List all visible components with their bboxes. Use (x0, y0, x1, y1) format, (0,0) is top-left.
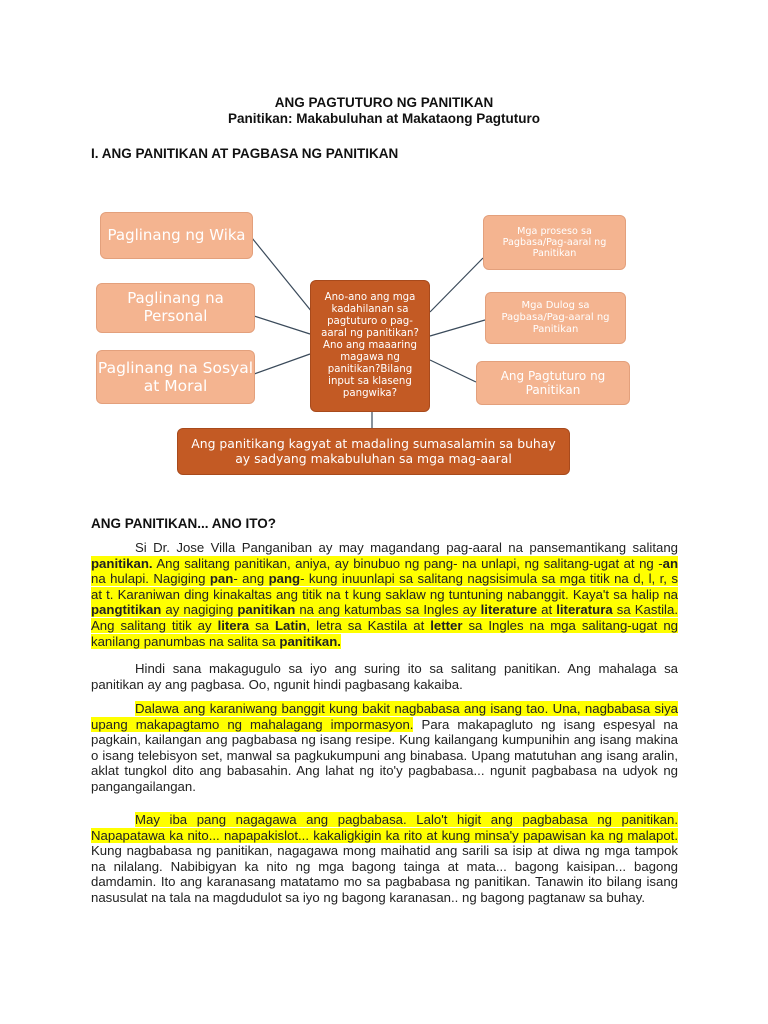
section-heading-1: I. ANG PANITIKAN AT PAGBASA NG PANITIKAN (91, 146, 399, 161)
connector-line (252, 238, 312, 312)
connector-line (430, 320, 485, 336)
connector-line (430, 360, 476, 382)
document-subtitle: Panitikan: Makabuluhan at Makataong Pagtuturo (227, 111, 541, 126)
paragraph-4: May iba pang nagagawa ang pagbabasa. Lalo't higit ang pagbabasa ng panitikan. Napapatawa ka nito... napapakislot... kakaligkigin ka rito at kung minsa'y papawisan ka ng malapot. Kung nagbabasa ng panitikan, nagagawa mong maihatid ang sarili sa isip at diwa ng mga tampok na nilalang. Nabibigyan ka nito ng mga bagong tainga at mata... bagong kaisipan... bagong damdamin. Ito ang karanasang matatamo mo sa pagbabasa ng panitikan. Tanawin ito bilang isang nasusulat na tala na magdudulot sa iyo ng bagong karanasan.. ng bagong pagtanaw sa buhay. (91, 812, 678, 905)
diagram-box-paglinang-sosyal: Paglinang na Sosyal at Moral (96, 350, 255, 404)
diagram-box-paglinang-wika: Paglinang ng Wika (100, 212, 253, 259)
paragraph-2: Hindi sana makagugulo sa iyo ang suring ito sa salitang panitikan. Ang mahalaga sa panitikan ay ang pagbasa. Oo, ngunit hindi pagbasang kakaiba. (91, 661, 678, 692)
diagram-bottom-statement: Ang panitikang kagyat at madaling sumasalamin sa buhay ay sadyang makabuluhan sa mga mag-aaral (177, 428, 570, 475)
connector-line (430, 258, 483, 312)
diagram-box-mga-dulog: Mga Dulog sa Pagbasa/Pag-aaral ng Panitikan (485, 292, 626, 344)
section-heading-2: ANG PANITIKAN... ANO ITO? (91, 516, 276, 531)
paragraph-3: Dalawa ang karaniwang banggit kung bakit nagbabasa ang isang tao. Una, nagbabasa siya upang makapagtamo ng mahalagang impormasyon. Para makapagluto ng isang espesyal na pagkain, kailangan ang pagbabasa ng isang resipe. Kung kailangang kumpunihin ang isang makina o isang telebisyon set, manwal sa pagkukumpuni ang binabasa. Upang matutuhan ang isang aralin, aklat tungkol dito ang babasahin. Ang lahat ng ito'y pagbabasa... ngunit pagbabasa na udyok ng pangangailangan. (91, 701, 679, 794)
diagram-box-mga-proseso: Mga proseso sa Pagbasa/Pag-aaral ng Panitikan (483, 215, 626, 270)
connector-line (254, 354, 310, 374)
diagram-box-ang-pagtuturo: Ang Pagtuturo ng Panitikan (476, 361, 630, 405)
diagram-center-question: Ano-ano ang mga kadahilanan sa pagtuturo o pag-aaral ng panitikan? Ano ang maaaring magawa ng panitikan?Bilang input sa klaseng pangwika? (310, 280, 430, 412)
paragraph-1: Si Dr. Jose Villa Panganiban ay may magandang pag-aaral na pansemantikang salitang panitikan. Ang salitang panitikan, aniya, ay binubuo ng pang- na unlapi, ng salitang-ugat at ng -an na hulapi. Nagiging pan- ang pang- kung inuunlapi sa salitang nagsisimula sa mga titik na d, l, r, s at t. Karaniwan ding kinakaltas ang titik na t kung saklaw ng tuntuning nabanggit. Kaya't sa halip na pangtitikan ay nagiging panitikan na ang katumbas sa Ingles ay literature at literatura sa Kastila. Ang salitang titik ay litera sa Latin, letra sa Kastila at letter sa Ingles na mga salitang-ugat ng kanilang panumbas na salita sa panitikan. (91, 540, 678, 649)
connector-line (254, 316, 310, 334)
document-title: ANG PAGTUTURO NG PANITIKAN (274, 95, 494, 110)
diagram-box-paglinang-personal: Paglinang na Personal (96, 283, 255, 333)
